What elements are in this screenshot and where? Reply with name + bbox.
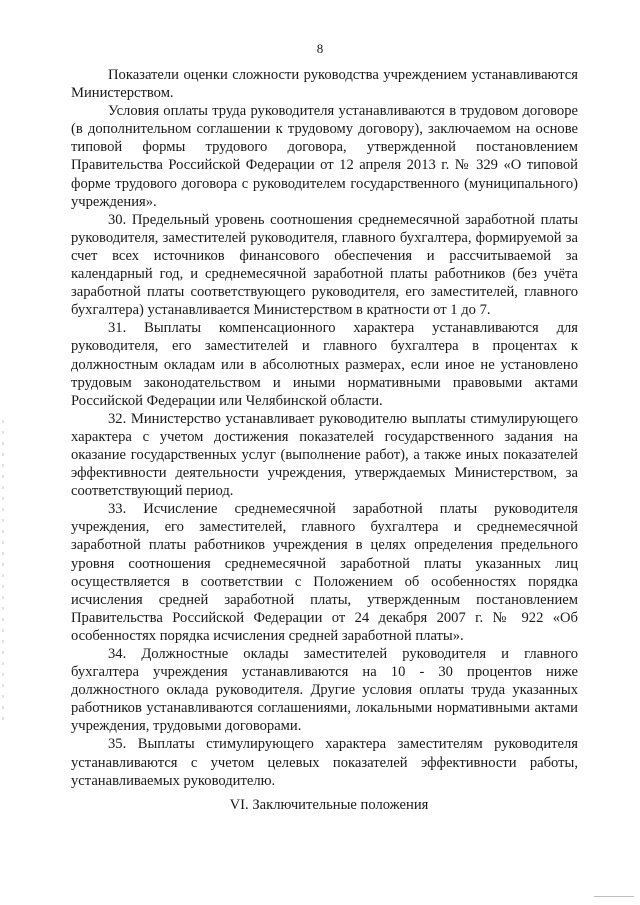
paragraph-31-compensation-payments: 31. Выплаты компенсационного характера устанавливаются для руководителя, его заместителей и главного бухгалтера в процентах к должностным окладам или в абсолютных размерах, если иное не установлено трудовым законодательством и иными нормативными правовыми актами Российской Федерации или Челябинской области.	[71, 320, 578, 409]
paragraph-complexity-indicators: Показатели оценки сложности руководства учреждением устанавливаются Министерством.	[71, 67, 578, 102]
page-number: 8	[316, 41, 324, 56]
section-heading: VI. Заключительные положения	[229, 797, 429, 813]
paragraph-labor-contract-terms: Условия оплаты труда руководителя устанавливаются в трудовом договоре (в дополнительном соглашении к трудовому договору), заключаемом на основе типовой формы трудового договора, утвержденной постановлением Правительства Российской Федерации от 12 апреля 2013 г. № 329 «О типовой форме трудового договора с руководителем государственного (муниципального) учреждения».	[71, 103, 578, 210]
paragraph-30-salary-ratio: 30. Предельный уровень соотношения среднемесячной заработной платы руководителя, заместителей руководителя, главного бухгалтера, формируемой за счет всех источников финансового обеспечения и рассчитываемой за календарный год, и среднемесячной заработной платы работников (без учёта заработной платы соответствующего руководителя, его заместителей, главного бухгалтера) устанавливается Министерством в кратности от 1 до 7.	[71, 211, 578, 319]
paragraph-33-average-salary-calculation: 33. Исчисление среднемесячной заработной платы руководителя учреждения, его заместителей, главного бухгалтера и среднемесячной заработной платы работников учреждения в целях определения предельного уровня соотношения среднемесячной заработной платы указанных лиц осуществляется в соответствии с Положением об особенностях порядка исчисления средней заработной платы, утвержденным постановлением Правительства Российской Федерации от 24 декабря 2007 г. № 922 «Об особенностях порядка исчисления средней заработной платы».	[71, 501, 578, 644]
paragraph-35-deputy-incentives: 35. Выплаты стимулирующего характера заместителям руководителя устанавливаются с учетом целевых показателей эффективности работы, устанавливаемых руководителю.	[71, 736, 578, 789]
scan-edge-marks	[2, 420, 4, 720]
paragraph-34-deputy-salaries: 34. Должностные оклады заместителей руководителя и главного бухгалтера учреждения устанавливаются на 10 - 30 процентов ниже должностного оклада руководителя. Другие условия оплаты труда указанных работников устанавливаются соглашениями, локальными нормативными актами учреждения, трудовыми договорами.	[71, 646, 578, 735]
scan-corner-mark	[594, 896, 634, 897]
document-body	[71, 66, 578, 790]
paragraph-32-incentive-payments: 32. Министерство устанавливает руководителю выплаты стимулирующего характера с учетом достижения показателей государственного задания на оказание государственных услуг (выполнение работ), а также иных показателей эффективности деятельности учреждения, утверждаемых Министерством, за соответствующий период.	[71, 410, 578, 500]
